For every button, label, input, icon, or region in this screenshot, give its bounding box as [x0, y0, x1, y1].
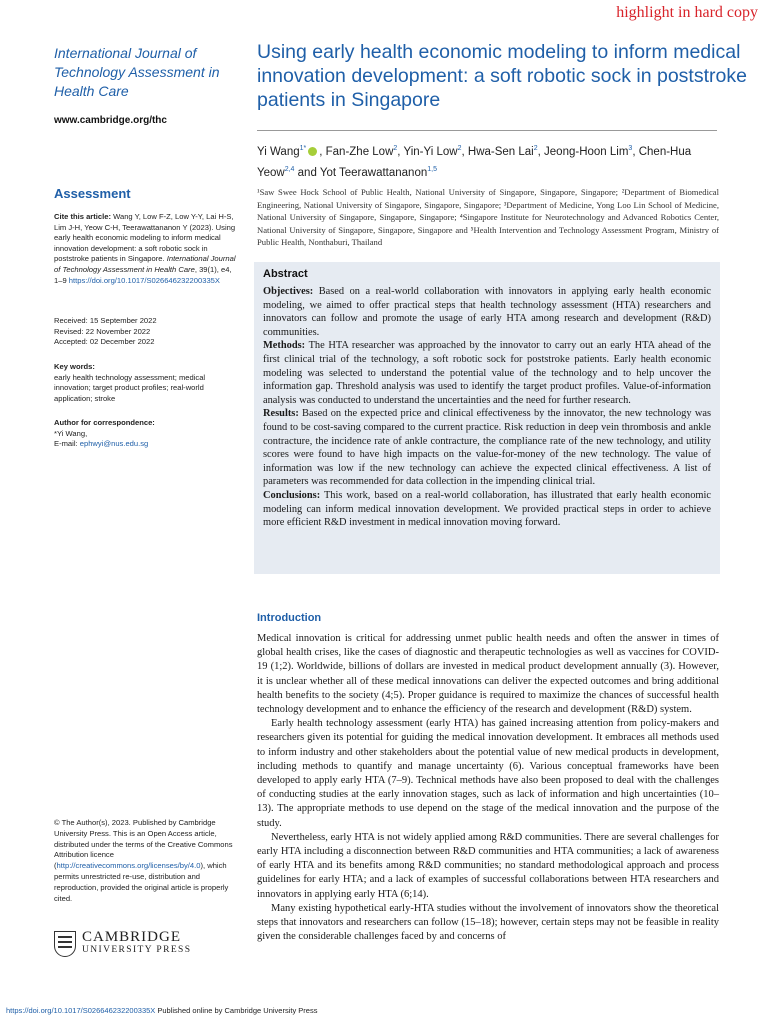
- author-name[interactable]: Yi Wang: [257, 145, 300, 158]
- orcid-icon[interactable]: [308, 147, 317, 156]
- author-name[interactable]: , Chen-Hua Yeow: [257, 145, 692, 179]
- title-divider: [257, 130, 717, 131]
- abstract-box: [254, 262, 720, 574]
- highlight-note: highlight in hard copy: [616, 4, 758, 21]
- publisher-logo[interactable]: [54, 931, 191, 957]
- publisher-name-line2: UNIVERSITY PRESS: [82, 945, 192, 955]
- page-footer: [6, 1006, 317, 1015]
- abstract-heading: Abstract: [263, 268, 308, 280]
- author-name[interactable]: , Yin-Yi Low: [397, 145, 458, 158]
- dates-block: [54, 316, 157, 348]
- email-label: E-mail:: [54, 439, 80, 449]
- keywords-block: [54, 362, 242, 404]
- correspondence-label: Author for correspondence:: [54, 418, 155, 427]
- email-link[interactable]: ephwyi@nus.edu.sg: [79, 439, 149, 449]
- introduction-heading: Introduction: [257, 612, 322, 624]
- intro-paragraph: Medical innovation is critical for addressing unmet public health needs and often the answer in times of global health crises, like the cases of diagnostic and therapeutic technologies as well as vaccines for COVID-19 (1;2). Worldwide, billions of dollars are invested in medical product development annually (3). However, it is unclear whether all of these medical innovations can deliver the expected outcomes and bring additional health benefits to the society (4;5). Proper guidance is required to maximize the chances of successful health technology development and to enhance the efficiency of the research and development (R&D) system.: [257, 633, 719, 716]
- intro-paragraph: Many existing hypothetical early-HTA studies without the involvement of innovators show the theoretical steps that innovators and researchers can follow (15–18); however, certain steps may not be feasible in reality given the considerable challenges faced by and concerns of: [257, 902, 719, 943]
- correspondence-block: [54, 418, 242, 450]
- author-name[interactable]: and Yot Teerawattananon: [294, 166, 428, 179]
- footer-text: Published online by Cambridge University Press: [155, 1006, 318, 1015]
- keywords-text: early health technology assessment; medical innovation; target product profiles; real-world application; stroke: [54, 372, 206, 403]
- author-name[interactable]: , Hwa-Sen Lai: [461, 145, 534, 158]
- cambridge-shield-icon: [54, 931, 76, 957]
- date-revised: Revised: 22 November 2022: [54, 326, 151, 336]
- cite-journal: International Journal of Technology Assessment in Health Care: [54, 254, 236, 274]
- journal-name[interactable]: International Journal of Technology Assessment in Health Care: [54, 45, 220, 99]
- author-name[interactable]: , Jeong-Hoon Lim: [537, 145, 629, 158]
- intro-paragraph: Nevertheless, early HTA is not widely applied among R&D communities. There are several challenges for early HTA including a disconnection between R&D communities and HTA communities; a lack of awareness of early HTA and its benefits among R&D communities; no standard methodological approach and process guidelines for early HTA; and a lack of examples of successful collaborations between HTA researchers and innovators in applying early HTA (6;14).: [257, 831, 719, 900]
- affiliations: ¹Saw Swee Hock School of Public Health, National University of Singapore, Singapore, Singapore; ²Department of Biomedical Engineering, National University of Singapore, Singapore, Singapore; ³Department of Medicine, Yong Loo Lin School of Medicine, National University of Singapore, Singapore, Singapore; ⁴Singapore Institute for Neurotechnology and Advanced Robotics Center, National University of Singapore, Singapore, Singapore and ⁵Health Intervention and Technology Assessment Program, Ministry of Public Health, Nonthaburi, Thailand: [257, 187, 719, 248]
- keywords-label: Key words:: [54, 362, 95, 371]
- date-received: Received: 15 September 2022: [54, 316, 157, 325]
- article-title: Using early health economic modeling to inform medical innovation development: a soft robotic sock in poststroke patients in Singapore: [257, 41, 747, 111]
- section-tag: Assessment: [54, 186, 131, 201]
- date-accepted: Accepted: 02 December 2022: [54, 337, 155, 347]
- author-name[interactable]: , Fan-Zhe Low: [319, 145, 394, 158]
- abstract-methods: Methods: The HTA researcher was approached by the innovator to carry out an early HTA ahead of the first clinical trial of the technology, a soft robotic sock for poststroke patients. Early health economic modeling was selected to understand the potential value of the technology and to help uncover the information gap. Threshold analysis was used to identify the target product profiles. Value-of-information analysis was conducted to understand the uncertainties and the need for further research.: [263, 340, 711, 406]
- abstract-results: Results: Based on the expected price and clinical effectiveness by the innovator, the new technology was found to be cost-saving compared to the current practice. Risk reduction in deep vein thrombosis and ankle contracture, the incidence rate of ankle contracture, the compliance rate of the new technology, and utility scores were found to have high impacts on the value-for-money of the new technology. The value of information was low if the new technology can achieve the expected clinical effectiveness. A list of parameters was recommended for data collection in the impending clinical trial.: [263, 408, 711, 488]
- intro-paragraph: Early health technology assessment (early HTA) has gained increasing attention from policy-makers and researchers given its potential for guiding the medical innovation development. It embraces all methods used to inform industry and other stakeholders about the potential value of new medical products in development, including methods to quantify and manage uncertainty (6). Various conceptual frameworks have been developed to apply early HTA (7–9). Technical methods have also been proposed to deal with the challenges of conducting studies at the early innovation stages, such as lack of information and high uncertainties (10–13). The appropriate methods to use depend on the stage of the medical innovation and the purpose of the study.: [257, 718, 719, 829]
- cite-doi-link[interactable]: https://doi.org/10.1017/S026646232200335X: [68, 275, 220, 285]
- footer-doi-link[interactable]: https://doi.org/10.1017/S026646232200335X: [6, 1006, 156, 1015]
- author-list: Yi Wang$^{1*}$ , Fan-Zhe Low$^2$, Yin-Yi Low$^2$, Hwa-Sen Lai$^2$, Jeong-Hoon Lim$^3$, Chen-Hua Yeow$^{2,4}$ and Yot Teerawattananon$^{1,5}$: [257, 145, 692, 179]
- journal-url[interactable]: www.cambridge.org/thc: [54, 115, 167, 126]
- citation-block: [54, 212, 242, 286]
- publisher-name-line1: CAMBRIDGE: [82, 929, 182, 945]
- license-link[interactable]: http://creativecommons.org/licenses/by/4.0: [56, 861, 201, 871]
- left-sidebar: [54, 44, 242, 955]
- cite-label: Cite this article:: [54, 212, 111, 221]
- cite-text: Wang Y, Low F-Z, Low Y-Y, Lai H-S, Lim J-H, Yeow C-H, Teerawattananon Y (2023). Using early health economic modeling to inform medical innovation development: a soft robotic sock in poststroke patients in Singapore.: [54, 212, 236, 264]
- introduction-body: [257, 632, 719, 944]
- cite-volume: , 39(1), e4, 1–9: [54, 264, 232, 285]
- abstract-conclusions: Conclusions: This work, based on a real-world collaboration, has illustrated that early health economic modeling can inform medical innovation development. We provided practical steps in order to achieve more efficient R&D investment in medical innovation moving forward.: [263, 489, 711, 529]
- correspondence-name: *Yi Wang,: [54, 428, 88, 438]
- copyright-block: © The Author(s), 2023. Published by Cambridge University Press. This is an Open Access article, distributed under the terms of the Creative Commons Attribution licence (http://creativecommons.org/licenses/by/4.0), which permits unrestricted re-use, distribution and reproduction, provided the original article is properly cited.: [54, 818, 233, 903]
- abstract-objectives: Objectives: Based on a real-world collaboration with innovators in applying early health economic modeling, we aimed to offer practical steps that health technology assessment (HTA) researchers and innovators can follow and promote the usage of early HTA among research and development (R&D) communities.: [263, 286, 711, 338]
